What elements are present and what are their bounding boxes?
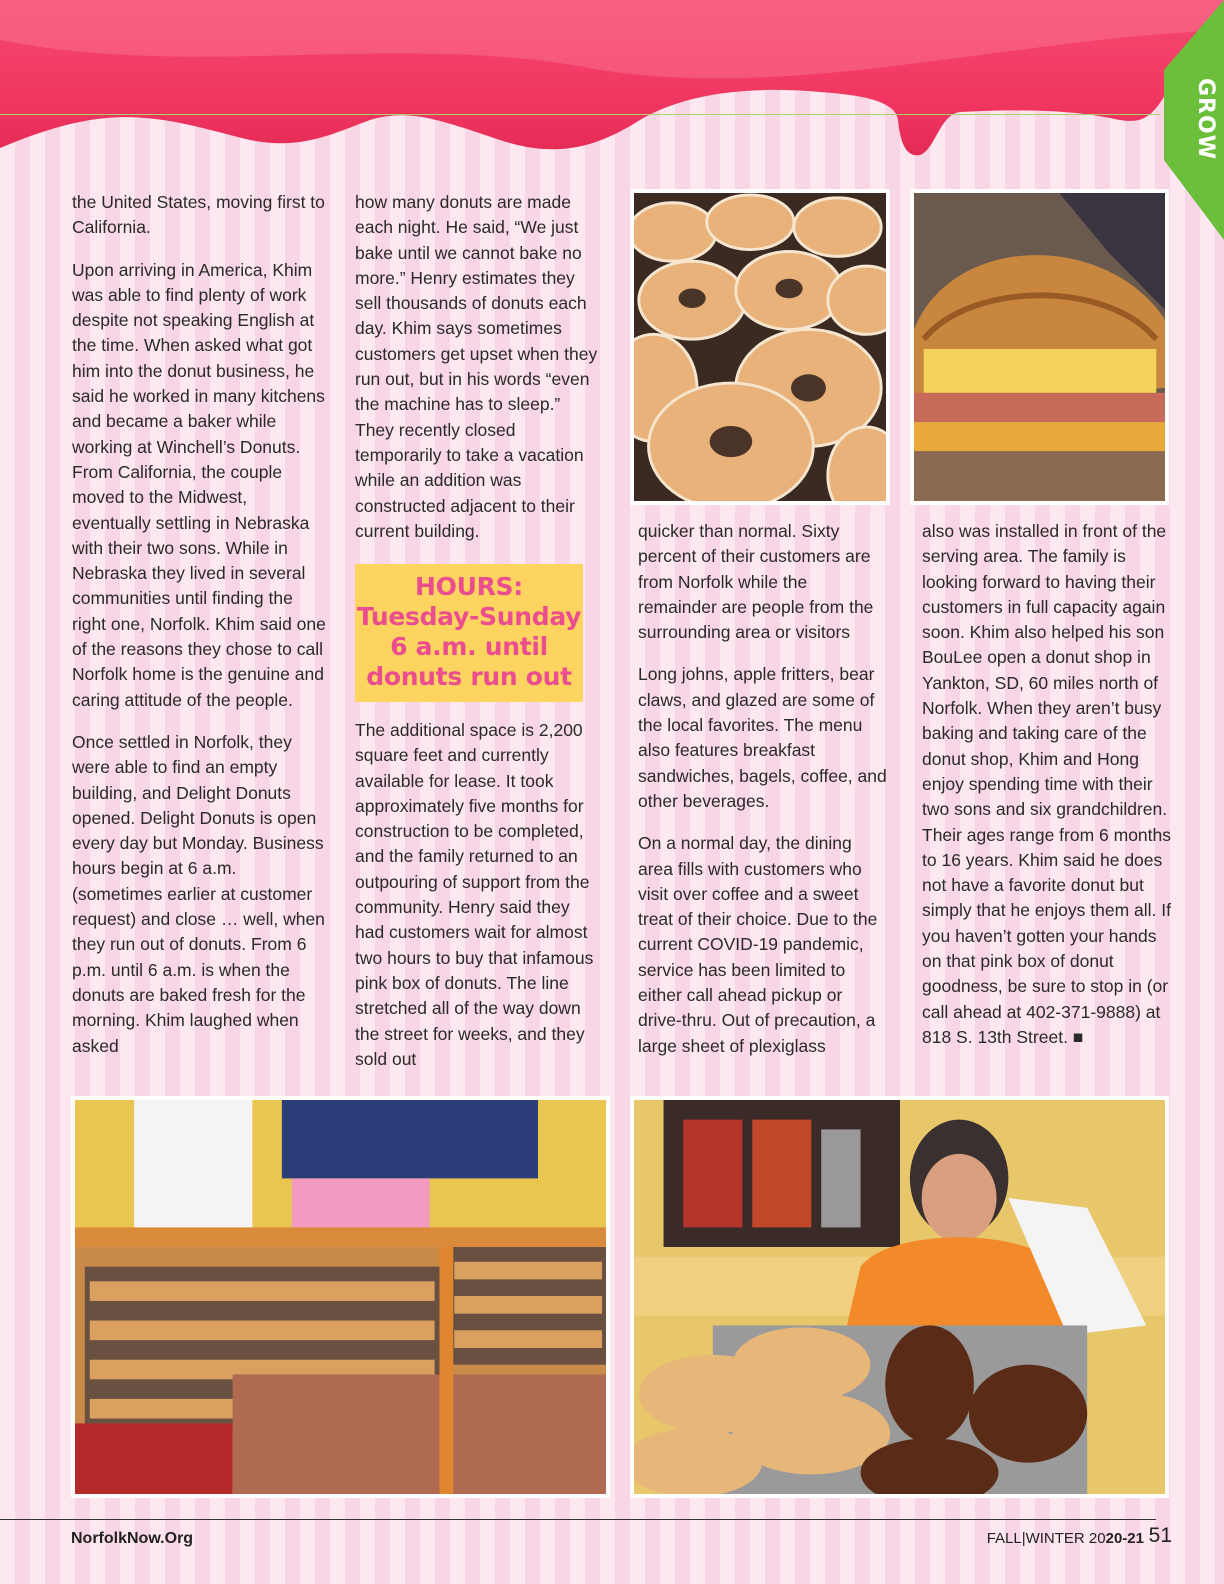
paragraph: how many donuts are made each night. He said, “We just bake until we cannot bake no more.” Henry estimates they sell thousands of donuts each day. Khim says sometimes customers get upset when they run out, but in his words “even the machine has to sleep.” They recently closed temporarily to take a vacation while an addition was constructed adjacent to their current building. bbox=[355, 192, 598, 541]
paragraph: quicker than normal. Sixty percent of their customers are from Norfolk while the remainder are people from the surrounding area or visitors bbox=[638, 521, 874, 643]
header-green-rule bbox=[0, 114, 1160, 115]
croissant-sandwich-photo bbox=[910, 189, 1169, 505]
footer-rule bbox=[0, 1519, 1156, 1520]
article-column-2-top bbox=[355, 190, 598, 561]
section-tab-label: GROW bbox=[1193, 78, 1218, 160]
paragraph: On a normal day, the dining area fills with customers who visit over coffee and a sweet treat of their choice. Due to the current COVID-19 pandemic, service has been limited to either call ahead pickup or drive-thru. Out of precaution, a large sheet of plexiglass bbox=[638, 833, 878, 1056]
footer-issue-prefix: FALL|WINTER 20 bbox=[986, 1530, 1106, 1547]
paragraph: the United States, moving first to California. bbox=[72, 192, 325, 238]
footer-issue-year: 20-21 bbox=[1105, 1530, 1144, 1547]
footer-website: NorfolkNow.Org bbox=[71, 1530, 194, 1547]
sugar-donuts-photo bbox=[630, 189, 890, 505]
page-number: 51 bbox=[1148, 1524, 1172, 1547]
hours-days: Tuesday-Sunday bbox=[356, 602, 582, 631]
paragraph: The additional space is 2,200 square feet and currently available for lease. It took approximately five months for construction to be completed, and the family returned to an outpouring of support from the community. Henry said they had customers wait for almost two hours to buy that infamous pink box of donuts. The line stretched all of the way down the street for weeks, and they sold out bbox=[355, 720, 594, 1069]
hours-open: 6 a.m. until bbox=[390, 632, 548, 661]
paragraph: Once settled in Norfolk, they were able to find an empty building, and Delight Donuts opened. Delight Donuts is open every day but Monday. Business hours begin at 6 a.m. (sometimes earlier at customer request) and close … well, when they run out of donuts. From 6 p.m. until 6 a.m. is when the donuts are baked fresh for the morning. Khim laughed when asked bbox=[72, 731, 325, 1056]
article-column-4 bbox=[922, 519, 1174, 1067]
article-column-2-bottom bbox=[355, 718, 600, 1089]
hours-callout bbox=[355, 564, 583, 702]
pink-drip-header bbox=[0, 0, 1224, 175]
hours-close: donuts run out bbox=[366, 662, 572, 691]
article-column-1 bbox=[72, 190, 327, 1076]
footer-issue bbox=[987, 1530, 1144, 1547]
donut-shop-counter-photo bbox=[71, 1096, 610, 1498]
paragraph: Upon arriving in America, Khim was able to find plenty of work despite not speaking English at the time. When asked what got him into the donut business, he said he worked in many kitchens and became a baker while working at Winchell’s Donuts. From California, the couple moved to the Midwest, eventually settling in Nebraska with their two sons. While in Nebraska they lived in several communities until finding the right one, Norfolk. Khim said one of the reasons they chose to call Norfolk home is the genuine and caring attitude of the people. bbox=[72, 259, 326, 710]
baker-woman-photo bbox=[630, 1096, 1169, 1498]
article-column-3 bbox=[638, 519, 890, 1076]
paragraph: also was installed in front of the serving area. The family is looking forward to having their customers in full capacity again soon. Khim also helped his son BouLee open a donut shop in Yankton, SD, 60 miles north of Norfolk. When they aren’t busy baking and taking care of the donut shop, Khim and Hong enjoy spending time with their two sons and six grandchildren. Their ages range from 6 months to 16 years. Khim said he does not have a favorite donut but simply that he enjoys them all. If you haven’t gotten your hands on that pink box of donut goodness, be sure to stop in (or call ahead at 402-371-9888) at 818 S. 13th Street. ■ bbox=[922, 521, 1172, 1047]
hours-title: HOURS: bbox=[415, 572, 523, 601]
paragraph: Long johns, apple fritters, bear claws, and glazed are some of the local favorites. The menu also features breakfast sandwiches, bagels, coffee, and other beverages. bbox=[638, 664, 887, 811]
